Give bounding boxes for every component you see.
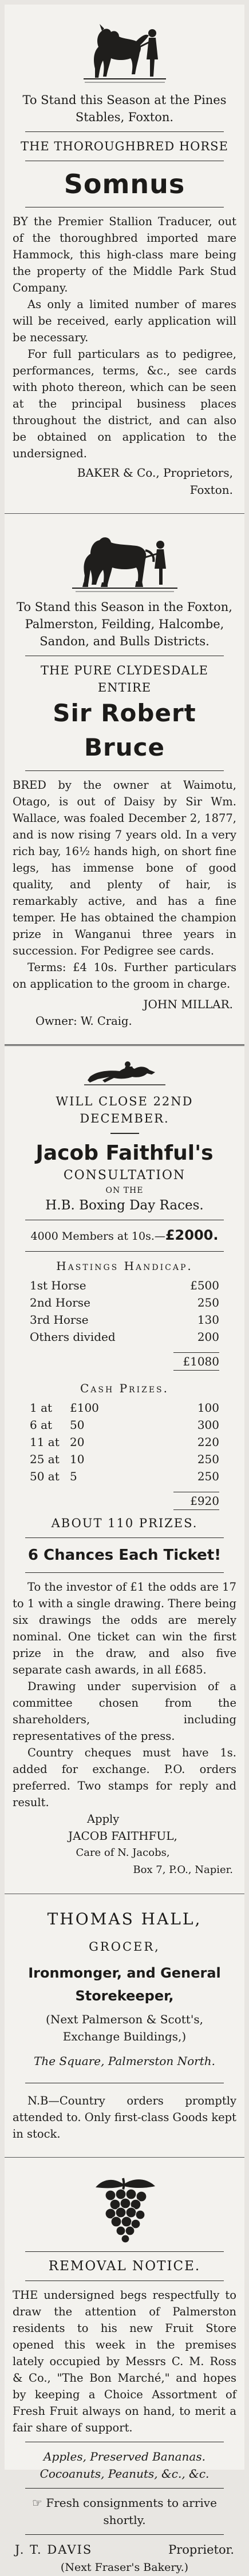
cash-count: 50 at xyxy=(30,1469,60,1483)
jacob-faithful-chances: 6 Chances Each Ticket! xyxy=(27,1547,222,1564)
somnus-name: Somnus xyxy=(64,169,185,199)
hastings-handicap-title: Hastings Handicap. xyxy=(56,1259,193,1273)
somnus-paragraph-3: For full particulars as to pedigree, performances, terms, &c., see cards with photo thereon, which can be seen at the principal business places throughout the district, and can also be obtained on application to the undersigned. xyxy=(13,348,236,460)
jacob-faithful-paragraph-2: Drawing under supervision of a committee chosen from the shareholders, including representatives of the press. xyxy=(13,1680,236,1743)
handicap-amount: 130 xyxy=(197,1313,219,1327)
thomas-hall-trade-3: Storekeeper, xyxy=(75,1988,174,2004)
removal-signature-line xyxy=(13,2541,236,2559)
table-row xyxy=(30,1433,219,1451)
thomas-hall-note: N.B—Country orders promptly attended to. Only first-class Goods kept in stock. xyxy=(13,2094,236,2140)
divider xyxy=(5,1044,244,1046)
cash-count: 1 at xyxy=(30,1401,53,1415)
removal-paragraph-1: THE undersigned begs respectfully to draw the attention of Palmerston residents to his new Fruit Store opened this week in the premises lately occupied by Messrs C. M. Ross & Co., "The Bon Marché," and hopes by keeping a Choice Assortment of Fresh Fruit always on hand, to merit a fair share of support. xyxy=(13,2289,236,2434)
divider xyxy=(5,513,244,514)
sir-robert-bruce-advertisement xyxy=(5,528,244,1029)
racing-horse-and-jockey-illustration xyxy=(82,1060,168,1086)
sir-robert-bruce-signature: JOHN MILLAR. xyxy=(143,997,233,1011)
cash-prizes-title: Cash Prizes. xyxy=(80,1381,169,1395)
somnus-advertisement xyxy=(5,5,244,498)
jacob-faithful-closing: WILL CLOSE 22ND DECEMBER. xyxy=(56,1095,193,1125)
thomas-hall-trade-2: Ironmonger, and General xyxy=(28,1965,221,1981)
handicap-amount: £500 xyxy=(190,1279,219,1292)
handicap-label: 1st Horse xyxy=(30,1279,86,1292)
thomas-hall-trade-1: GROCER, xyxy=(89,1940,160,1954)
newspaper-column xyxy=(5,5,244,2574)
thomas-hall-location: (Next Palmerson & Scott's, Exchange Buildings,) xyxy=(46,2012,203,2043)
cash-each: 50 xyxy=(70,1418,85,1432)
sir-robert-bruce-paragraph-2: Terms: £4 10s. Further particulars on application to the groom in charge. xyxy=(13,961,236,991)
hastings-handicap-table xyxy=(13,1275,236,1371)
table-row xyxy=(30,1294,219,1311)
cash-count: 6 at xyxy=(30,1418,53,1432)
jacob-faithful-care-of: Care of N. Jacobs, xyxy=(76,1847,170,1859)
removal-heading: REMOVAL NOTICE. xyxy=(48,2259,201,2274)
sir-robert-bruce-paragraph-1: BRED by the owner at Waimotu, Otago, is out of Daisy by Sir Wm. Wallace, was foaled December 2, 1877, and is now rising 7 years old. In a very rich bay, 16½ hands high, on short fine legs, has immense bone of good quality, and plenty of hair, is remarkably active, and has a fine temper. He has obtained the champion prize in Wanganui three years in succession. For Pedigree see cards. xyxy=(13,778,236,957)
grapes-illustration xyxy=(88,2171,162,2246)
jacob-faithful-name: Jacob Faithful's xyxy=(35,1141,214,1165)
total-rule xyxy=(173,1370,219,1371)
sir-robert-bruce-name: Sir Robert Bruce xyxy=(53,699,196,761)
cash-amount: 220 xyxy=(197,1435,219,1449)
jacob-faithful-members xyxy=(13,1226,236,1245)
table-row xyxy=(30,1451,219,1468)
jacob-faithful-prizes: ABOUT 110 PRIZES. xyxy=(51,1516,198,1530)
cash-count: 11 at xyxy=(30,1435,60,1449)
cash-amount: 250 xyxy=(197,1452,219,1466)
removal-location: (Next Fraser's Bakery.) xyxy=(60,2561,189,2574)
somnus-heading: THE THOROUGHBRED HORSE xyxy=(21,139,228,153)
jacob-faithful-on-the: ON THE xyxy=(105,1186,144,1195)
cash-amount: 250 xyxy=(197,1469,219,1483)
thomas-hall-advertisement xyxy=(5,1908,244,2142)
table-row xyxy=(30,1468,219,1485)
removal-note xyxy=(13,2494,236,2529)
sir-robert-bruce-heading: THE PURE CLYDESDALE ENTIRE xyxy=(41,664,208,694)
somnus-signature-place: Foxton. xyxy=(189,483,233,497)
clydesdale-horse-illustration xyxy=(68,528,182,594)
removal-goods: Apples, Preserved Bananas. Cocoanuts, Peanuts, &c., &c. xyxy=(39,2450,210,2481)
table-row xyxy=(30,1492,219,1509)
jacob-faithful-members-text: 4000 Members at 10s.— xyxy=(30,1230,165,1243)
jacob-faithful-event: H.B. Boxing Day Races. xyxy=(45,1198,204,1213)
jacob-faithful-apply: Apply xyxy=(87,1812,120,1826)
somnus-intro: To Stand this Season at the Pines Stables, Foxton. xyxy=(22,93,227,124)
divider xyxy=(5,2157,244,2158)
somnus-paragraph-2: As only a limited number of mares will be received, early application will be necessary. xyxy=(13,298,236,344)
sir-robert-bruce-intro: To Stand this Season in the Foxton, Palmerston, Feilding, Halcombe, Sandon, and Bulls Districts. xyxy=(17,600,232,648)
cash-total: £920 xyxy=(190,1494,219,1508)
handicap-amount: 250 xyxy=(197,1296,219,1309)
removal-signature-role: Proprietor. xyxy=(168,2543,234,2557)
handicap-total: £1080 xyxy=(183,1355,219,1368)
somnus-signature: BAKER & Co., Proprietors, xyxy=(77,466,233,480)
handicap-amount: 200 xyxy=(197,1330,219,1344)
cash-amount: 100 xyxy=(197,1401,219,1415)
cash-each: 10 xyxy=(70,1452,85,1466)
thomas-hall-address: The Square, Palmerston North. xyxy=(33,2054,216,2068)
cash-each: 5 xyxy=(70,1469,77,1483)
jacob-faithful-consultation: CONSULTATION xyxy=(63,1168,186,1183)
cash-prizes-table xyxy=(13,1397,236,1510)
handicap-label: 2nd Horse xyxy=(30,1296,90,1309)
table-row xyxy=(30,1416,219,1433)
table-row xyxy=(30,1328,219,1345)
jacob-faithful-signature: JACOB FAITHFUL, xyxy=(68,1829,177,1843)
cash-each: £100 xyxy=(70,1401,99,1415)
cash-amount: 300 xyxy=(197,1418,219,1432)
jacob-faithful-box: Box 7, P.O., Napier. xyxy=(133,1864,233,1876)
sir-robert-bruce-owner: Owner: W. Craig. xyxy=(35,1015,132,1028)
cash-each: 20 xyxy=(70,1435,85,1449)
removal-note-text: Fresh consignments to arrive shortly. xyxy=(46,2496,217,2527)
jacob-faithful-advertisement xyxy=(5,1060,244,1879)
jacob-faithful-paragraph-3: Country cheques must have 1s. added for exchange. P.O. orders preferred. Two stamps for reply and result. xyxy=(13,1746,236,1809)
cash-count: 25 at xyxy=(30,1452,60,1466)
jacob-faithful-paragraph-1: To the investor of £1 the odds are 17 to 1 with a single drawing. There being six drawings the odds are merely nominal. One ticket can win the first prize in the draw, and also five separate cash awards, in all £685. xyxy=(13,1580,236,1676)
removal-signature: J. T. DAVIS xyxy=(15,2543,93,2557)
somnus-paragraph-1: BY the Premier Stallion Traducer, out of the thoroughbred imported mare Hammock, this high-class mare being the property of the Middle Park Stud Company. xyxy=(13,215,236,294)
table-row xyxy=(30,1277,219,1294)
handicap-label: Others divided xyxy=(30,1330,116,1344)
thomas-hall-name: THOMAS HALL, xyxy=(47,1910,202,1928)
horse-with-groom-illustration xyxy=(79,19,171,87)
table-row xyxy=(30,1353,219,1370)
handicap-label: 3rd Horse xyxy=(30,1313,89,1327)
jacob-faithful-members-total: £2000. xyxy=(165,1227,219,1243)
table-row xyxy=(30,1311,219,1328)
table-row xyxy=(30,1399,219,1416)
removal-notice-advertisement xyxy=(5,2171,244,2576)
total-rule xyxy=(173,1509,219,1510)
pointing-hand-icon: ☞ xyxy=(32,2496,42,2510)
